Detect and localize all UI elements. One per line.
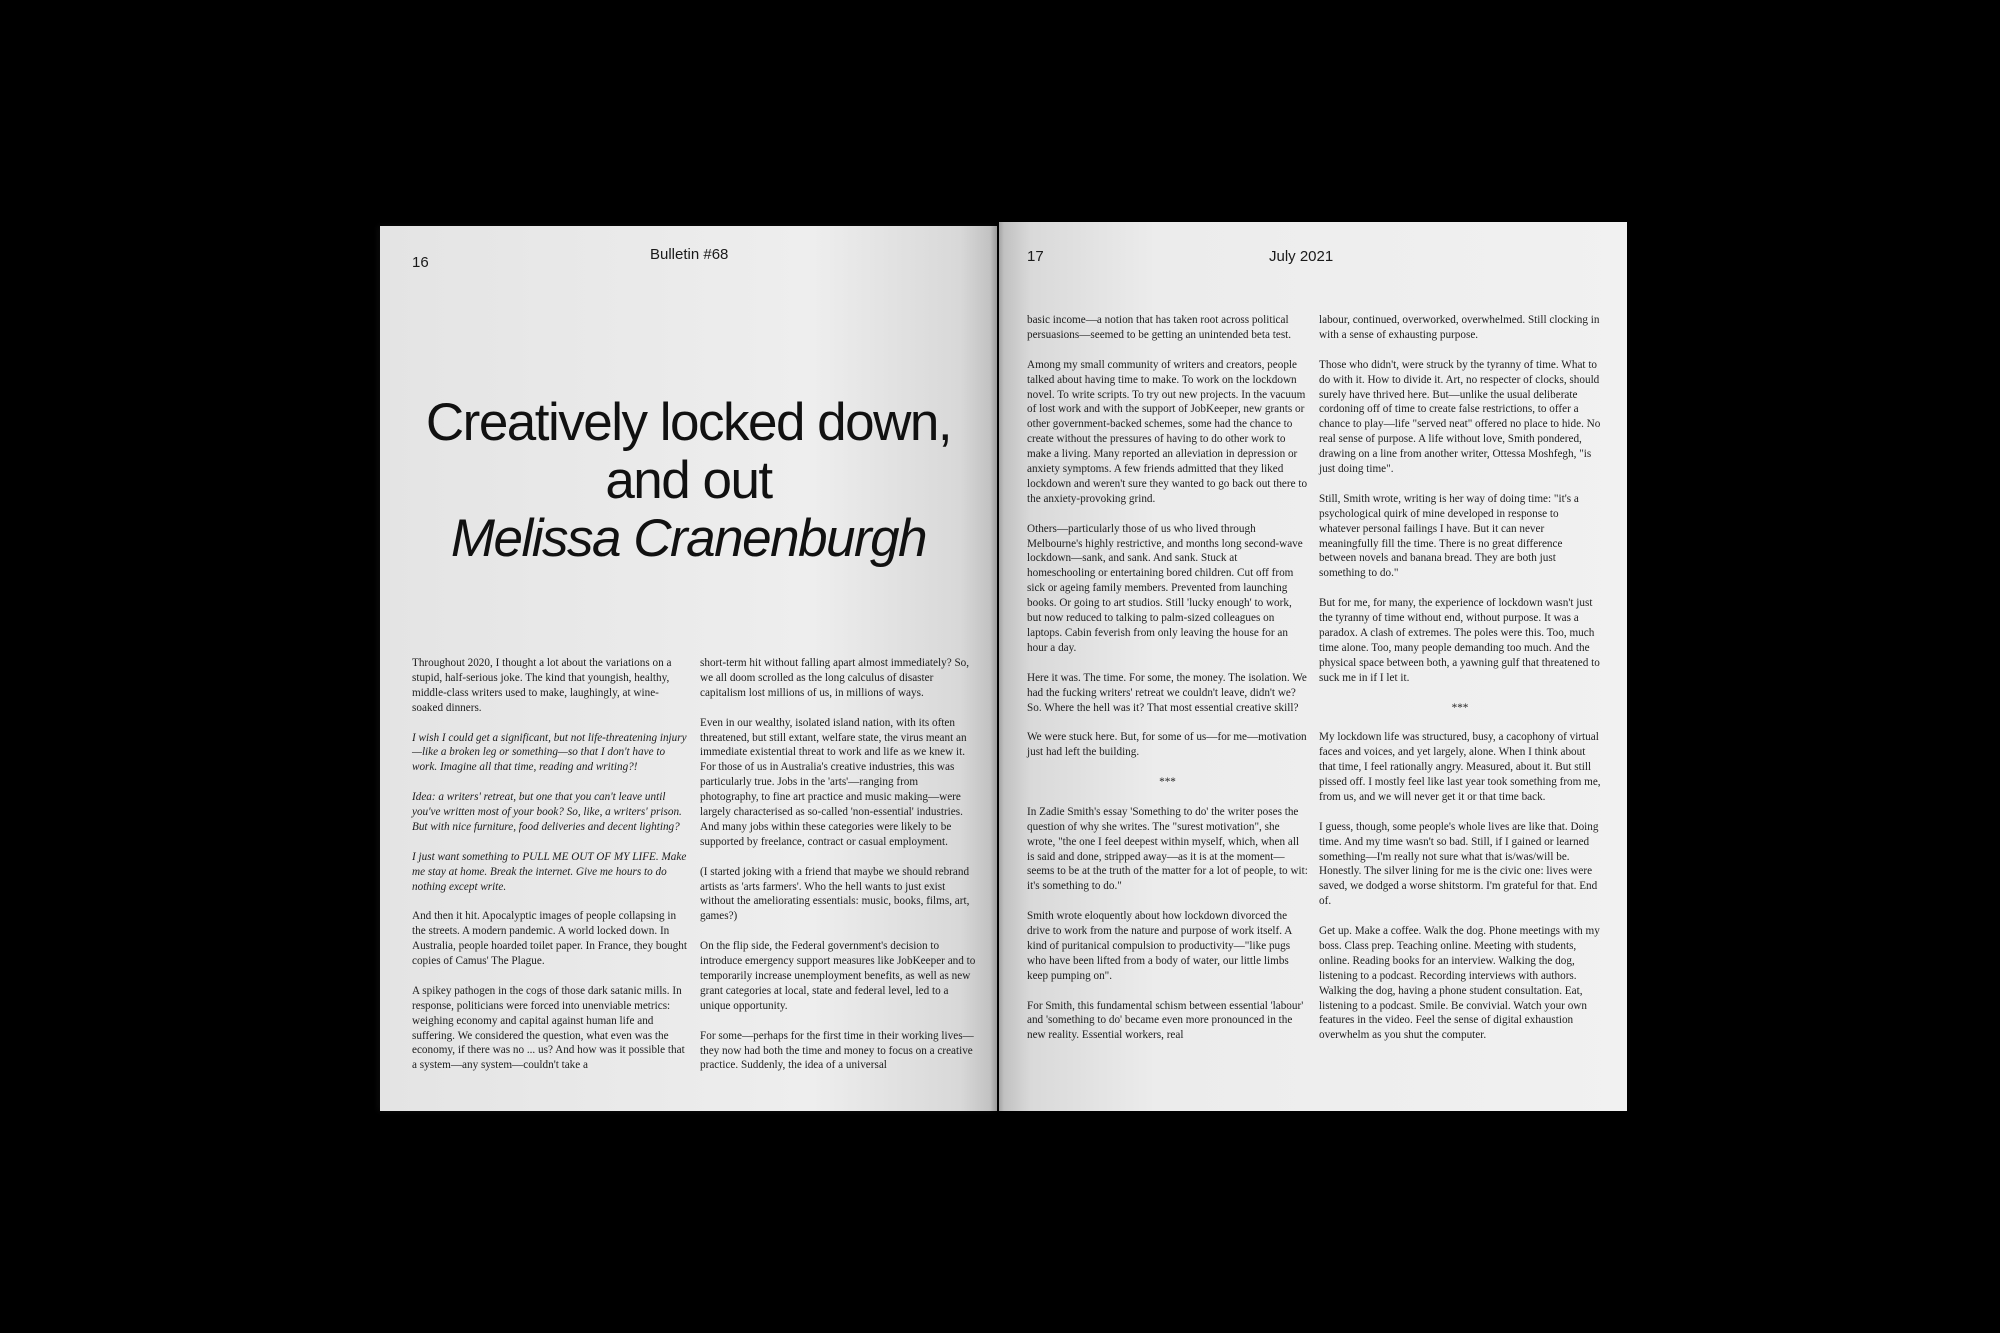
body-paragraph: We were stuck here. But, for some of us—for me—motivation just had left the building. <box>1027 731 1307 759</box>
body-paragraph: short-term hit without falling apart almost immediately? So, we all doom scrolled as the long calculus of disaster capitalism lost millions of us, in millions of ways. <box>700 657 970 699</box>
article-title-block <box>380 394 997 568</box>
article-title-line-2: and out <box>605 451 772 510</box>
body-paragraph: And then it hit. Apocalyptic images of people collapsing in the streets. A modern pandemic. A world locked down. In Australia, people hoarded toilet paper. In France, they bought copies of Camus' The Plague. <box>412 910 687 968</box>
body-paragraph: Here it was. The time. For some, the money. The isolation. We had the fucking writers' retreat we couldn't leave, didn't we? So. Where the hell was it? That most essential creative skill? <box>1027 671 1307 714</box>
body-paragraph: Among my small community of writers and creators, people talked about having time to make. To work on the lockdown novel. To write scripts. To try out new projects. In the vacuum of lost work and with the support of JobKeeper, new grants or other government-backed schemes, some had the chance to create without the pressures of having to do other work to make a living. Many reported an alleviation in depression or anxiety symptoms. A few friends admitted that they liked lockdown and weren't sure they wanted to go back out there to the anxiety-provoking grind. <box>1027 358 1308 505</box>
body-paragraph: A spikey pathogen in the cogs of those dark satanic mills. In response, politicians were forced into unenviable metrics: weighing economy and capital against human life and suffering. We considered the question, what even was the economy, if there was no ... us? And how was it possible that a system—any system—couldn't take a <box>412 984 685 1072</box>
body-paragraph: Idea: a writers' retreat, but one that you can't leave until you've written most of your book? So, like, a writers' prison. But with nice furniture, food deliveries and decent lighting? <box>412 791 682 833</box>
article-author: Melissa Cranenburgh <box>450 509 927 568</box>
body-paragraph: I wish I could get a significant, but not life-threatening injury—like a broken leg or something—so that I don't have to work. Imagine all that time, reading and writing?! <box>412 731 687 774</box>
right-page <box>999 222 1627 1111</box>
body-paragraph: But for me, for many, the experience of lockdown wasn't just the tyranny of time without end, without purpose. It was a paradox. A clash of extremes. The poles were this. Too, much time alone. Too, many people demanding too much. And the physical space between both, a yawning gulf that threatened to suck me in if I let it. <box>1319 597 1600 684</box>
page-number-left: 16 <box>412 254 429 271</box>
right-page-column-2 <box>1319 313 1601 1058</box>
body-paragraph: Others—particularly those of us who lived through Melbourne's highly restrictive, and months long second-wave lockdown—sank, and sank. And sank. Stuck at homeschooling or entertaining bored children. Cut off from sick or ageing family members. Prevented from launching books. Or going to art studios. Still 'lucky enough' to work, but now reduced to talking to palm-sized colleagues on laptops. Cabin feverish from only leaving the house for an hour a day. <box>1027 522 1303 654</box>
body-paragraph: My lockdown life was structured, busy, a cacophony of virtual faces and voices, and yet largely, alone. When I think about that time, I feel rationally angry. Measured, about it. But still pissed off. I mostly feel like last year took something from me, from us, and we will never get it or that time back. <box>1319 731 1601 803</box>
body-paragraph: Throughout 2020, I thought a lot about the variations on a stupid, half-serious joke. The kind that youngish, healthy, middle-class writers used to make, laughingly, at wine-soaked dinners. <box>412 657 672 714</box>
section-break: *** <box>1159 776 1176 789</box>
right-page-column-1 <box>1027 313 1308 1058</box>
body-paragraph: basic income—a notion that has taken root across political persuasions—seemed to be getting an unintended beta test. <box>1027 314 1292 341</box>
page-number-right: 17 <box>1027 248 1044 265</box>
page-header-left: Bulletin #68 <box>650 246 729 263</box>
body-paragraph: Even in our wealthy, isolated island nation, with its often threatened, but still extant, welfare state, the virus meant an immediate existential threat to work and life as we knew it. For those of us in Australia's creative industries, this was particularly true. Jobs in the 'arts'—ranging from photography, to fine art practice and music making—were largely characterised as so-called 'non-essential' industries. And many jobs within these categories were likely to be supported by freelance, contract or casual employment. <box>700 716 967 848</box>
page-header-right: July 2021 <box>1269 248 1334 265</box>
left-page-column-2 <box>700 656 977 1088</box>
section-break: *** <box>1451 701 1469 714</box>
body-paragraph: Those who didn't, were struck by the tyranny of time. What to do with it. How to divide it. Art, no respecter of clocks, should surely have thrived here. But—unlike the usual deliberate cordoning off of time to create false restrictions, to offer a chance to play—life "served neat" offered no place to hide. No real sense of purpose. A life without love, Smith pondered, drawing on a line from another writer, Ottessa Moshfegh, "is just doing time". <box>1319 358 1601 476</box>
left-page-column-1 <box>412 656 689 1088</box>
left-page <box>380 226 997 1111</box>
body-paragraph: I guess, though, some people's whole lives are like that. Doing time. And my time wasn't so bad. Still, if I gained or learned something—I'm really not sure what that is/was/will be. Honestly. The silver lining for me is the civic one: lives were saved, we dodged a worse shitstorm. I'm grateful for that. End of. <box>1319 820 1599 908</box>
article-title-line-1: Creatively locked down, <box>425 393 952 452</box>
body-paragraph: I just want something to PULL ME OUT OF MY LIFE. Make me stay at home. Break the internet. Give me hours to do nothing except write. <box>412 850 687 893</box>
body-paragraph: On the flip side, the Federal government's decision to introduce emergency support measures like JobKeeper and to temporarily increase unemployment benefits, as well as new grant categories at local, state and federal level, led to a unique opportunity. <box>700 940 976 1012</box>
body-paragraph: For Smith, this fundamental schism between essential 'labour' and 'something to do' became even more pronounced in the new reality. Essential workers, real <box>1027 999 1304 1042</box>
body-paragraph: For some—perhaps for the first time in their working lives—they now had both the time and money to focus on a creative practice. Suddenly, the idea of a universal <box>700 1029 974 1072</box>
body-paragraph: Get up. Make a coffee. Walk the dog. Phone meetings with my boss. Class prep. Teaching online. Meeting with students, online. Reading books for an interview. Walking the dog, listening to a podcast. Recording interviews with authors. Walking the dog, having a phone student consultation. Eat, listening to a podcast. Smile. Be convivial. Watch your own features in the video. Feel the sense of digital exhaustion overwhelm as you shut the computer. <box>1319 925 1600 1042</box>
body-paragraph: labour, continued, overworked, overwhelmed. Still clocking in with a sense of exhausting purpose. <box>1319 314 1600 341</box>
body-paragraph: Still, Smith wrote, writing is her way of doing time: "it's a psychological quirk of mine developed in response to whatever personal failings I have. But it can never meaningfully fill the time. There is no great difference between novels and banana bread. They are both just something to do." <box>1319 492 1579 580</box>
body-paragraph: Smith wrote eloquently about how lockdown divorced the drive to work from the nature and purpose of work itself. A kind of puritanical compulsion to productivity—"like pugs who have been lifted from a body of water, our little limbs keep pumping on". <box>1027 910 1292 982</box>
body-paragraph: (I started joking with a friend that maybe we should rebrand artists as 'arts farmers'. Who the hell wants to just exist without the ameliorating essentials: music, books, films, art, games?) <box>700 865 970 923</box>
body-paragraph: In Zadie Smith's essay 'Something to do' the writer poses the question of why she writes. The "surest motivation", she wrote, "the one I feel deepest within myself, which, when all is said and done, stripped away—as it is at the moment—seems to be at the truth of the matter for a lot of people, to wit: it's something to do." <box>1027 805 1308 893</box>
